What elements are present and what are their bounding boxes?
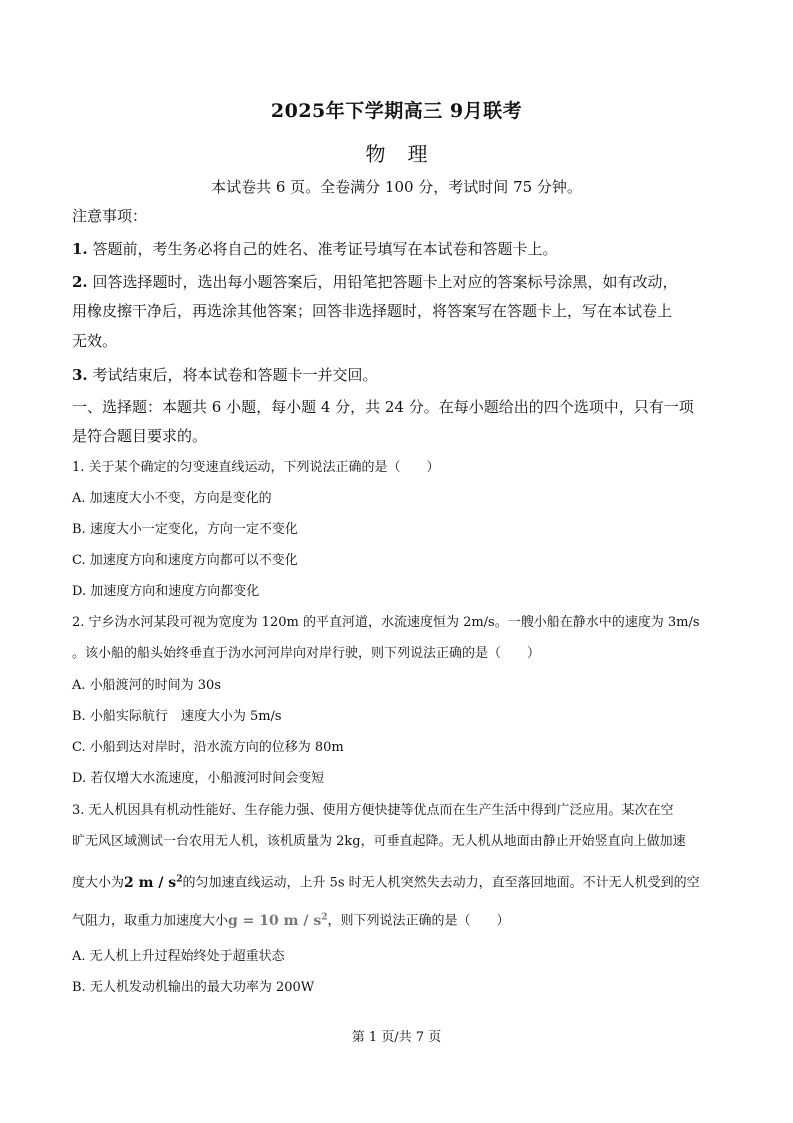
q3-stem-line-4	[72, 906, 732, 933]
q1-option-a: A. 加速度大小不变，方向是变化的	[72, 491, 272, 506]
notes-heading: 注意事项：	[72, 207, 148, 225]
q2-option-b: B. 小船实际航行 速度大小为 5m/s	[72, 709, 282, 724]
page-title: 2025年下学期高三 9月联考	[270, 100, 523, 122]
q3-stem-line-1: 3. 无人机因具有机动性能好、生存能力强、使用方便快捷等优点而在生产生活中得到广泛应用。某次在空	[72, 803, 674, 818]
note-2-number: 2.	[72, 273, 88, 291]
acceleration-formula	[124, 875, 182, 891]
gravity-formula	[228, 913, 327, 929]
q1-option-c: C. 加速度方向和速度方向都可以不变化	[72, 553, 298, 568]
section-1-heading-cont: 是符合题目要求的。	[72, 427, 208, 445]
note-2-text: 回答选择题时，选出每小题答案后，用铅笔把答题卡上对应的答案标号涂黑，如有改动，	[92, 273, 678, 291]
gravity-formula-base: g = 10 m / s	[228, 912, 322, 929]
q3-option-a: A. 无人机上升过程始终处于超重状态	[72, 949, 285, 964]
q2-option-d: D. 若仅增大水流速度，小船渡河时间会变短	[72, 771, 325, 786]
section-1-heading: 一、选择题：本题共 6 小题，每小题 4 分，共 24 分。在每小题给出的四个选项中，只有一项	[72, 398, 694, 416]
gravity-formula-exponent: 2	[321, 912, 328, 922]
q2-option-a: A. 小船渡河的时间为 30s	[72, 678, 221, 693]
acceleration-formula-base: 2 m / s	[124, 874, 177, 891]
note-3	[72, 364, 732, 386]
q3-stem-line-3-post: 的匀加速直线运动，上升 5s 时无人机突然失去动力，直至落回地面。不计无人机受到的空	[182, 875, 700, 891]
q1-stem: 1. 关于某个确定的匀变速直线运动，下列说法正确的是（ ）	[72, 460, 440, 475]
exam-info: 本试卷共 6 页。全卷满分 100 分，考试时间 75 分钟。	[211, 178, 582, 196]
q3-stem-line-3	[72, 868, 732, 895]
note-2-line-3: 无效。	[72, 332, 118, 350]
note-1	[72, 238, 732, 260]
subject-title: 物理	[365, 142, 450, 166]
q1-option-b: B. 速度大小一定变化，方向一定不变化	[72, 522, 298, 537]
q2-stem-line-1: 2. 宁乡沩水河某段可视为宽度为 120m 的平直河道，水流速度恒为 2m/s。一艘小船在静水中的速度为 3m/s	[72, 615, 700, 630]
page-footer: 第 1 页/共 7 页	[351, 1030, 442, 1045]
q3-option-b: B. 无人机发动机输出的最大功率为 200W	[72, 980, 315, 995]
q1-option-d: D. 加速度方向和速度方向都变化	[72, 584, 260, 599]
acceleration-formula-exponent: 2	[176, 874, 183, 884]
q3-stem-line-2: 旷无风区域测试一台农用无人机，该机质量为 2kg，可垂直起降。无人机从地面由静止开始竖直向上做加速	[72, 834, 686, 849]
note-1-text: 答题前，考生务必将自己的姓名、准考证号填写在本试卷和答题卡上。	[92, 240, 558, 258]
q3-stem-line-3-pre: 度大小为	[72, 875, 125, 891]
q2-option-c: C. 小船到达对岸时，沿水流方向的位移为 80m	[72, 740, 344, 755]
q3-stem-line-4-post: ，则下列说法正确的是（ ）	[327, 913, 510, 929]
q2-stem-line-2: 。该小船的船头始终垂直于沩水河河岸向对岸行驶，则下列说法正确的是（ ）	[72, 646, 541, 661]
note-3-text: 考试结束后，将本试卷和答题卡一并交回。	[92, 366, 378, 384]
note-3-number: 3.	[72, 366, 88, 384]
note-2-line-2: 用橡皮擦干净后，再选涂其他答案；回答非选择题时，将答案写在答题卡上，写在本试卷上	[72, 302, 673, 320]
note-2-line-1	[72, 271, 732, 293]
q3-stem-line-4-pre: 气阻力，取重力加速度大小	[72, 913, 229, 929]
note-1-number: 1.	[72, 240, 88, 258]
